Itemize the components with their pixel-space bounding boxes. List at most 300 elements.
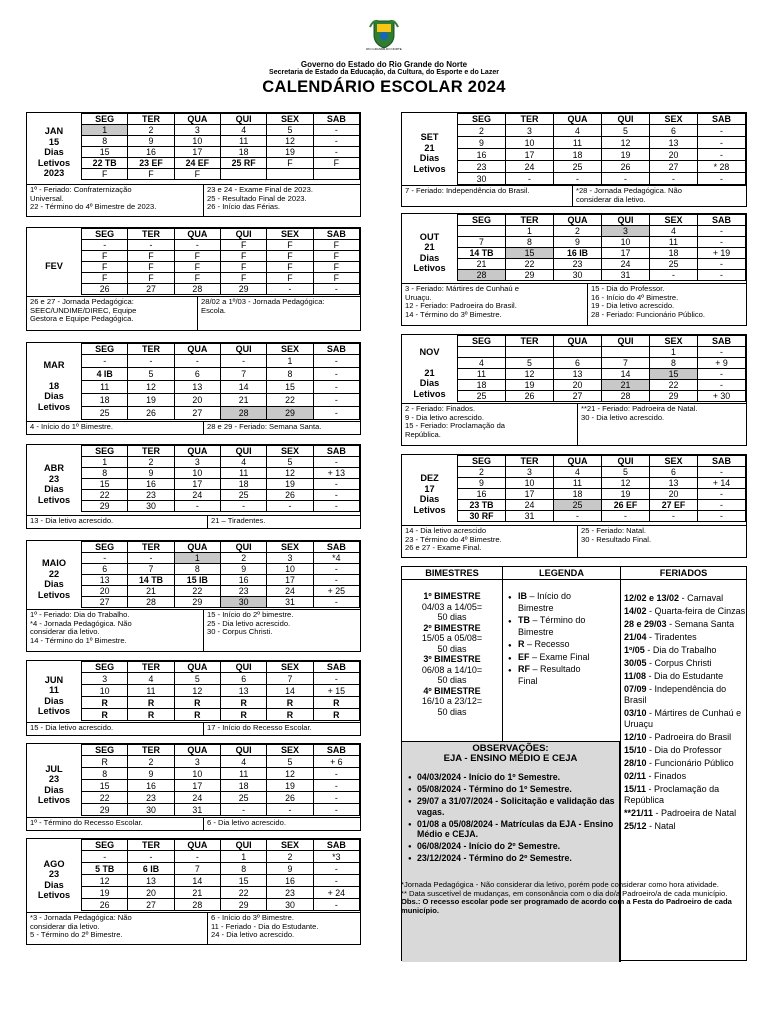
week-row <box>82 368 360 381</box>
legend-code: IB <box>518 591 527 601</box>
week-row <box>82 147 360 158</box>
legend-item <box>508 615 618 638</box>
note-line: 30 - Resultado Final. <box>581 534 652 544</box>
day-cell: 8 <box>82 136 128 147</box>
day-cell: - <box>128 355 174 368</box>
day-cell: 24 <box>506 161 554 173</box>
observation-item: ● 06/08/2024 - Início do 2º Semestre. <box>408 841 619 852</box>
month-grid <box>457 335 746 402</box>
note-line: 28/02 a 1º/03 - Jornada Pedagógica: <box>201 297 325 306</box>
day-cell: F <box>82 273 128 284</box>
day-cell: - <box>313 457 359 468</box>
day-cell: - <box>313 147 359 158</box>
weekday-header: SEG <box>82 446 128 457</box>
month-label-line: Letivos <box>413 163 446 174</box>
day-cell: 24 EF <box>174 158 220 169</box>
day-cell: 3 <box>267 553 313 564</box>
weekday-header: SEX <box>650 215 698 226</box>
month-label-line: 17 <box>424 483 435 494</box>
month-label-line: Dias <box>44 695 64 706</box>
week-row <box>82 553 360 564</box>
weekday-header: SEG <box>82 542 128 553</box>
month-label-line: DEZ <box>420 473 439 483</box>
day-cell: 4 <box>650 226 698 237</box>
week-row <box>458 358 746 369</box>
day-cell: 6 <box>174 368 220 381</box>
day-cell: - <box>698 149 746 161</box>
month-label <box>27 764 81 806</box>
day-cell: 19 <box>267 147 313 158</box>
note-line: 22 - Término do 4º Bimestre de 2023. <box>30 202 157 212</box>
day-cell: 25 <box>82 407 128 420</box>
note-line: 3 - Feriado: Mártires de Cunhaú e <box>405 284 519 293</box>
note-line: 2 - Feriado: Finados. <box>405 404 476 413</box>
weekday-header: TER <box>128 745 174 756</box>
day-cell: - <box>698 137 746 149</box>
day-cell: 8 <box>82 768 128 780</box>
day-cell: F <box>267 158 313 169</box>
day-cell: 22 <box>506 259 554 270</box>
note-line: 28 - Feriado: Funcionário Público. <box>591 309 705 319</box>
bimestre-range: 15/05 a 05/08= <box>421 633 483 643</box>
month-label-line: Letivos <box>37 157 71 168</box>
day-cell: - <box>313 863 359 875</box>
week-row <box>82 125 360 136</box>
note-line: 6 - Início do 3º Bimestre. <box>211 913 294 922</box>
weekday-header: SAB <box>313 662 359 673</box>
month-label-line <box>402 357 457 368</box>
day-cell: 14 <box>602 369 650 380</box>
week-row <box>82 863 360 875</box>
day-cell: 11 <box>554 478 602 489</box>
legend-desc-cont: Bimestre <box>518 602 554 613</box>
week-row <box>458 380 746 391</box>
day-cell: 7 <box>267 673 313 685</box>
day-cell: F <box>174 251 220 262</box>
day-cell: 15 <box>220 875 266 887</box>
legend-desc: – Resultado <box>532 664 581 674</box>
note-line: SEEC/UNDIME/DIREC, Equipe <box>30 305 137 315</box>
day-cell: 29 <box>174 597 220 608</box>
day-cell: 4 <box>220 457 266 468</box>
day-cell: 5 <box>128 368 174 381</box>
note-line: considerar dia letivo. <box>30 627 100 637</box>
day-cell: 27 EF <box>650 500 698 511</box>
note-line: **21 - Feriado: Padroeira de Natal. <box>581 404 698 413</box>
weekday-header: SEX <box>267 229 313 240</box>
month-label-line: Dias <box>419 494 440 504</box>
day-cell: 2 <box>220 553 266 564</box>
day-cell: - <box>650 270 698 281</box>
day-cell: 25 <box>554 500 602 511</box>
holiday-date: 21/04 <box>624 632 647 642</box>
weekday-header: SEX <box>267 745 313 756</box>
holiday-item <box>624 658 746 669</box>
holiday-date: 28 e 29/03 <box>624 619 667 629</box>
holiday-name: - Padroeira do Brasil <box>649 732 732 742</box>
day-cell: 22 <box>267 394 313 407</box>
day-cell: - <box>220 501 266 512</box>
day-cell: F <box>82 251 128 262</box>
note-line: 28 e 29 - Feriado: Semana Santa. <box>207 422 322 431</box>
day-cell: 26 <box>506 391 554 402</box>
day-cell: R <box>220 709 266 721</box>
day-cell: 10 <box>267 564 313 575</box>
week-row <box>82 673 360 685</box>
week-row <box>458 226 746 237</box>
weekday-header: QUA <box>554 336 602 347</box>
day-cell: 10 <box>174 136 220 147</box>
day-cell: R <box>128 697 174 709</box>
day-cell: 13 <box>82 575 128 586</box>
day-cell: 4 <box>220 756 266 768</box>
weekday-header: SEG <box>82 745 128 756</box>
day-cell: 5 <box>267 457 313 468</box>
note-line: 5 - Término do 2º Bimestre. <box>30 930 123 940</box>
note-line: 25 - Resultado Final de 2023. <box>207 193 307 203</box>
day-cell: 9 <box>458 137 506 149</box>
day-cell: 3 <box>174 125 220 136</box>
day-cell: 6 <box>82 564 128 575</box>
month-notes <box>27 609 360 651</box>
day-cell: 16 <box>220 575 266 586</box>
note-line: *4 - Jornada Pedagógica. Não <box>30 618 132 628</box>
day-cell: 28 <box>220 407 266 420</box>
day-cell: - <box>313 875 359 887</box>
observations-box <box>402 741 620 962</box>
weekday-header: QUA <box>174 662 220 673</box>
holiday-item <box>624 771 746 782</box>
day-cell: - <box>698 259 746 270</box>
weekday-header: TER <box>128 542 174 553</box>
month-label-line: AGO <box>43 858 65 869</box>
note-line: 14 - Término do 1º Bimestre. <box>30 635 127 645</box>
day-cell: - <box>313 768 359 780</box>
day-cell: 28 <box>458 270 506 281</box>
note-line: 15 - Dia letivo acrescido. <box>30 723 114 732</box>
day-cell: 29 <box>82 501 128 512</box>
day-cell: R <box>267 709 313 721</box>
bimestre-range: 06/08 a 14/10= <box>421 664 483 675</box>
month-mai <box>26 540 361 652</box>
day-cell: 11 <box>650 237 698 248</box>
day-cell: 26 <box>82 284 128 295</box>
day-cell: - <box>313 792 359 804</box>
month-label <box>402 132 457 174</box>
day-cell: 30 <box>458 173 506 185</box>
month-notes <box>402 403 746 445</box>
day-cell: 29 <box>506 270 554 281</box>
month-label-line: MAIO <box>42 558 66 568</box>
day-cell: 17 <box>506 149 554 161</box>
bimestre-range: 50 dias <box>437 643 467 654</box>
week-row <box>82 479 360 490</box>
holiday-item <box>624 708 746 730</box>
day-cell: 20 <box>554 380 602 391</box>
day-cell: 23 <box>267 887 313 899</box>
note-line: 1º - Feriado: Confraternização <box>30 185 132 194</box>
weekday-header: QUI <box>602 456 650 467</box>
bimestre-title: 2º BIMESTRE <box>423 622 481 633</box>
day-cell: - <box>82 355 128 368</box>
day-cell: 11 <box>220 468 266 479</box>
day-cell: F <box>267 240 313 251</box>
month-label-line: Letivos <box>37 795 71 805</box>
holiday-name: - Padroeira de Natal <box>655 808 737 818</box>
day-cell: 21 <box>602 380 650 391</box>
day-cell: 13 <box>650 137 698 149</box>
holiday-item <box>624 619 746 630</box>
day-cell: *3 <box>313 851 359 863</box>
holiday-name: - Dia do Trabalho <box>647 645 717 655</box>
week-row <box>82 804 360 816</box>
month-label-line: Dias <box>44 879 64 890</box>
day-cell: - <box>313 899 359 911</box>
day-cell: - <box>128 851 174 863</box>
month-nov <box>401 334 747 446</box>
bimestres-heading: BIMESTRES <box>402 567 502 580</box>
month-grid <box>81 343 360 420</box>
day-cell: F <box>174 262 220 273</box>
holiday-item <box>624 684 746 706</box>
day-cell: 4 <box>128 673 174 685</box>
day-cell: - <box>602 173 650 185</box>
day-cell: + 6 <box>313 756 359 768</box>
day-cell: 16 <box>458 489 506 500</box>
month-label <box>27 859 81 901</box>
day-cell: F <box>267 262 313 273</box>
day-cell: 9 <box>220 564 266 575</box>
day-cell: - <box>220 804 266 816</box>
day-cell: 10 <box>602 237 650 248</box>
day-cell: 30 <box>554 270 602 281</box>
day-cell: 23 <box>554 259 602 270</box>
footnote: ** Data suscetível de mudanças, em consonância com o dia do/a Padroeiro/a de cada município. <box>401 888 728 898</box>
day-cell: - <box>313 490 359 501</box>
day-cell: 8 <box>220 863 266 875</box>
day-cell: F <box>313 158 359 169</box>
day-cell: 11 <box>554 137 602 149</box>
day-cell: R <box>174 697 220 709</box>
week-row <box>82 355 360 368</box>
holiday-name: - Semana Santa <box>669 619 735 629</box>
day-cell: 7 <box>220 368 266 381</box>
day-cell: 8 <box>82 468 128 479</box>
day-cell: - <box>313 575 359 586</box>
day-cell: 29 <box>220 284 266 295</box>
day-cell: - <box>698 347 746 358</box>
note-line: 19 - Dia letivo acrescido. <box>591 301 675 311</box>
month-notes <box>27 515 360 528</box>
week-row <box>82 780 360 792</box>
note-line: 21 – Tiradentes. <box>211 516 266 525</box>
day-cell: 12 <box>174 685 220 697</box>
day-cell: 25 <box>650 259 698 270</box>
month-fev <box>26 227 361 331</box>
day-cell: 4 IB <box>82 368 128 381</box>
weekday-header: SEX <box>267 840 313 851</box>
day-cell: - <box>698 369 746 380</box>
weekday-header: SAB <box>313 229 359 240</box>
bimestre-range: 50 dias <box>437 612 467 622</box>
month-label-line: JUL <box>45 763 63 774</box>
day-cell: 19 <box>267 479 313 490</box>
week-row <box>82 768 360 780</box>
week-row <box>458 270 746 281</box>
day-cell: - <box>698 500 746 511</box>
day-cell: F <box>82 169 128 180</box>
day-cell: - <box>698 489 746 500</box>
day-cell: 20 <box>174 394 220 407</box>
day-cell: 3 <box>82 673 128 685</box>
day-cell: 21 <box>128 586 174 597</box>
day-cell: 18 <box>82 394 128 407</box>
weekday-header: QUI <box>220 229 266 240</box>
bimestre-title: 3º BIMESTRE <box>423 654 481 664</box>
holiday-item <box>624 745 746 756</box>
day-cell: F <box>82 262 128 273</box>
day-cell: 3 <box>602 226 650 237</box>
holiday-name: - Tiradentes <box>649 632 697 642</box>
month-set <box>401 112 747 207</box>
day-cell: - <box>313 597 359 608</box>
day-cell: 6 <box>554 358 602 369</box>
day-cell: 12 <box>128 381 174 394</box>
month-notes <box>27 722 360 735</box>
day-cell: 9 <box>458 478 506 489</box>
month-notes <box>27 421 360 434</box>
day-cell: + 14 <box>698 478 746 489</box>
day-cell <box>313 169 359 180</box>
month-grid <box>81 661 360 721</box>
day-cell: 31 <box>174 804 220 816</box>
legend-code: RF <box>518 664 530 674</box>
day-cell: F <box>313 251 359 262</box>
week-row <box>458 489 746 500</box>
note-line: 15 - Dia do Professor. <box>591 284 665 293</box>
day-cell: 7 <box>458 237 506 248</box>
day-cell: 30 <box>128 501 174 512</box>
month-label-line: 21 <box>424 142 435 153</box>
note-line: 24 - Dia letivo acrescido. <box>211 930 295 940</box>
day-cell: - <box>650 511 698 522</box>
month-label-line <box>27 370 81 381</box>
day-cell: 15 <box>82 780 128 792</box>
day-cell: 19 <box>506 380 554 391</box>
day-cell: - <box>506 173 554 185</box>
bimestre-range: 50 dias <box>437 675 467 685</box>
month-notes <box>27 184 360 216</box>
note-line: 26 - Início das Férias. <box>207 202 281 212</box>
holiday-name: - Proclamação da República <box>624 784 720 805</box>
day-cell: 17 <box>267 575 313 586</box>
footnote: Obs.: O recesso escolar pode ser programado de acordo com a Festa do Padroeiro de cada município. <box>401 897 732 916</box>
day-cell: 6 <box>650 125 698 137</box>
day-cell: * 28 <box>698 161 746 173</box>
day-cell: 30 <box>128 804 174 816</box>
note-line: 12 - Feriado: Padroeira do Brasil. <box>405 301 517 311</box>
weekday-header: QUA <box>554 456 602 467</box>
day-cell: 15 <box>506 248 554 259</box>
day-cell: + 30 <box>698 391 746 402</box>
day-cell: 24 <box>267 586 313 597</box>
day-cell: F <box>267 273 313 284</box>
weekday-header: QUA <box>174 446 220 457</box>
week-row <box>82 501 360 512</box>
holiday-name: - Natal <box>649 821 676 831</box>
weekday-header: QUI <box>220 542 266 553</box>
day-cell: 12 <box>267 468 313 479</box>
weekday-header: SAB <box>698 336 746 347</box>
day-cell: 19 <box>602 149 650 161</box>
holiday-date: 15/10 <box>624 745 647 755</box>
day-cell: 29 <box>650 391 698 402</box>
day-cell: 14 TB <box>458 248 506 259</box>
note-line: 25 - Dia letivo acrescido. <box>207 618 291 628</box>
feriados-heading: FERIADOS <box>620 567 746 580</box>
holiday-date: 15/11 <box>624 784 647 794</box>
month-label <box>27 360 81 413</box>
day-cell: 9 <box>128 136 174 147</box>
weekday-header: SEG <box>458 114 506 125</box>
note-line: 23 e 24 - Exame Final de 2023. <box>207 185 313 194</box>
weekday-header: SEG <box>82 229 128 240</box>
day-cell: - <box>313 125 359 136</box>
note-line: 17 - Início do Recesso Escolar. <box>207 723 312 732</box>
day-cell: - <box>267 284 313 295</box>
day-cell: - <box>220 355 266 368</box>
page-header <box>0 0 768 104</box>
bimestre-title: 1º BIMESTRE <box>423 591 481 601</box>
month-label-line: MAR <box>43 359 65 370</box>
day-cell: 2 <box>458 125 506 137</box>
weekday-header: QUI <box>602 215 650 226</box>
day-cell: 19 <box>602 489 650 500</box>
holiday-date: 12/02 e 13/02 <box>624 593 680 603</box>
day-cell: 8 <box>267 368 313 381</box>
day-cell: 13 <box>554 369 602 380</box>
day-cell: 24 <box>174 490 220 501</box>
day-cell: F <box>128 251 174 262</box>
holiday-item <box>624 593 746 604</box>
day-cell: - <box>313 136 359 147</box>
day-cell: 25 RF <box>220 158 266 169</box>
month-label-line: Letivos <box>413 504 446 515</box>
day-cell: 2 <box>267 851 313 863</box>
day-cell: R <box>82 756 128 768</box>
day-cell: - <box>554 173 602 185</box>
day-cell: - <box>174 355 220 368</box>
day-cell: - <box>313 284 359 295</box>
day-cell: 10 <box>506 478 554 489</box>
day-cell: - <box>313 381 359 394</box>
month-label-line: 21 <box>424 242 435 252</box>
day-cell: 9 <box>128 468 174 479</box>
day-cell: 13 <box>174 381 220 394</box>
day-cell: - <box>313 394 359 407</box>
month-label <box>27 675 81 717</box>
holiday-date: 28/10 <box>624 758 647 768</box>
holiday-date: 12/10 <box>624 732 647 742</box>
note-line: 30 - Dia letivo acrescido. <box>581 412 665 422</box>
day-cell: 16 IB <box>554 248 602 259</box>
day-cell: 18 <box>554 149 602 161</box>
observation-item: ● 29/07 a 31/07/2024 - Solicitação e validação das vagas. <box>408 796 619 817</box>
day-cell: 8 <box>650 358 698 369</box>
day-cell: R <box>82 697 128 709</box>
holiday-name: - Mártires de Cunhaú e Uruaçu <box>624 708 742 729</box>
week-row <box>82 792 360 804</box>
